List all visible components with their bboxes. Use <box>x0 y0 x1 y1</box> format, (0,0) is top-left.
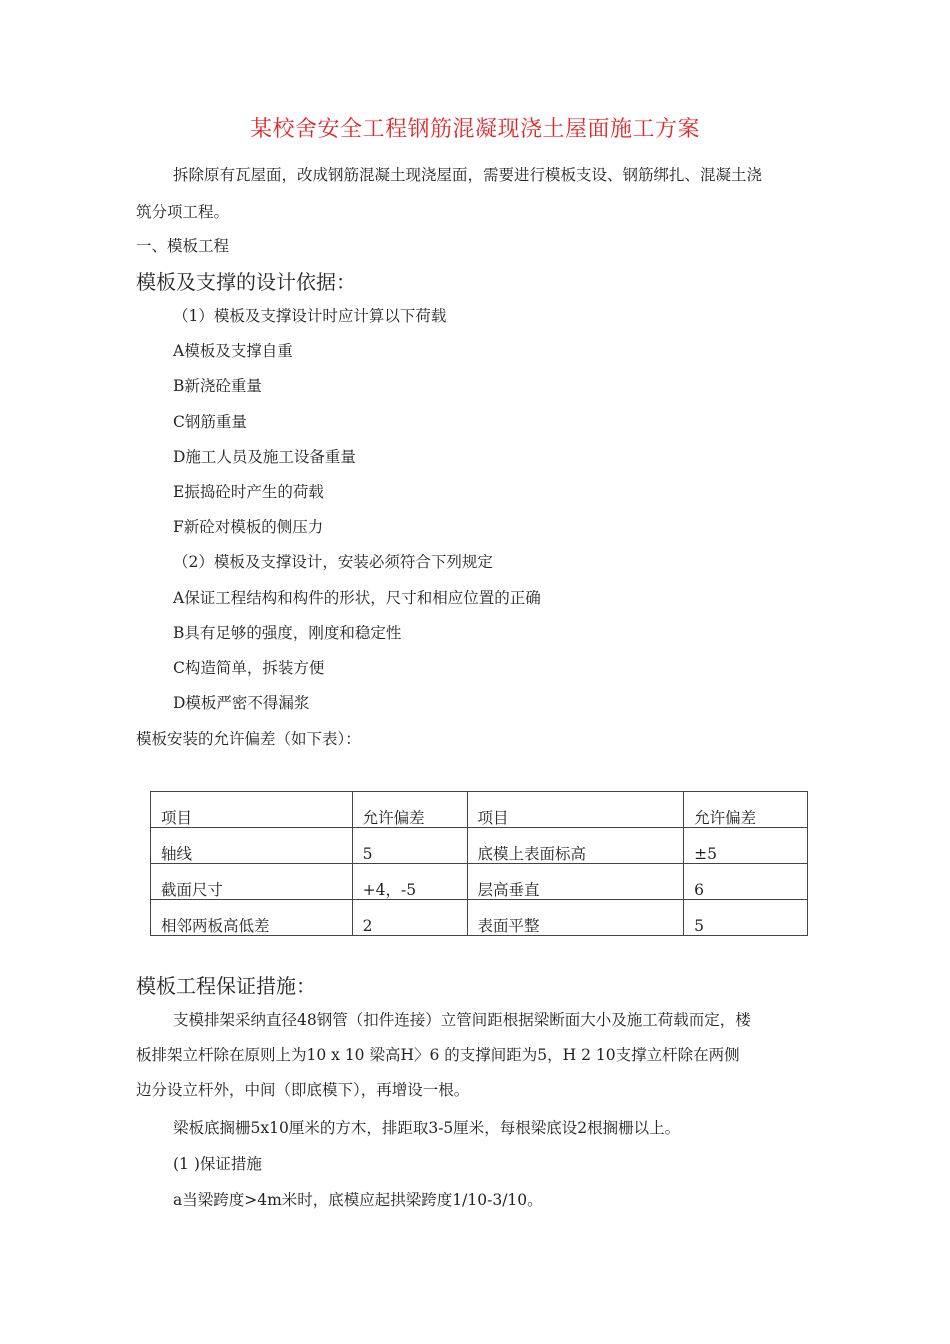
rule-item: D模板严密不得漏浆 <box>173 694 310 712</box>
table-row <box>151 792 808 828</box>
rule-item: A保证工程结构和构件的形状，尺寸和相应位置的正确 <box>173 589 541 607</box>
table-cell: 6 <box>684 864 808 900</box>
measures-para1-line1: 支模排架采纳直径48钢管（扣件连接）立管间距根据梁断面大小及施工荷载而定，楼 <box>173 1011 751 1029</box>
measures-para1-line2: 板排架立杆除在原则上为10 x 10 梁高H〉6 的支撑间距为5，H 2 10支撑立杆除在两侧 <box>136 1046 740 1064</box>
table-cell: 相邻两板高低差 <box>151 900 353 936</box>
table-cell: 轴线 <box>151 828 353 864</box>
load-item: C钢筋重量 <box>173 413 247 431</box>
section-heading-formwork: 一、模板工程 <box>136 237 230 255</box>
heading-design-basis: 模板及支撑的设计依据： <box>136 270 356 294</box>
rule-item: C构造简单，拆装方便 <box>173 659 325 677</box>
table-row <box>151 864 808 900</box>
heading-guarantee-measures: 模板工程保证措施： <box>136 974 316 998</box>
rules-intro: （2）模板及支撑设计，安装必须符合下列规定 <box>173 553 493 571</box>
tolerance-table <box>150 791 808 936</box>
table-caption: 模板安装的允许偏差（如下表）： <box>136 730 361 748</box>
intro-line-1: 拆除原有瓦屋面，改成钢筋混凝土现浇屋面，需要进行模板支设、钢筋绑扎、混凝土浇 <box>173 166 763 184</box>
load-item: D施工人员及施工设备重量 <box>173 448 356 466</box>
table-row <box>151 828 808 864</box>
table-cell: ±5 <box>684 828 808 864</box>
table-cell: 2 <box>352 900 467 936</box>
table-cell: 截面尺寸 <box>151 864 353 900</box>
table-header-cell: 允许偏差 <box>684 792 808 828</box>
table-header-cell: 项目 <box>467 792 684 828</box>
table-cell: 底模上表面标高 <box>467 828 684 864</box>
table-cell: +4，-5 <box>352 864 467 900</box>
load-item: F新砼对模板的侧压力 <box>173 518 324 536</box>
load-item: E振捣砼时产生的荷载 <box>173 483 324 501</box>
load-item: A模板及支撑自重 <box>173 342 293 360</box>
table-cell: 表面平整 <box>467 900 684 936</box>
table-header-cell: 项目 <box>151 792 353 828</box>
table-cell: 5 <box>352 828 467 864</box>
table-header-cell: 允许偏差 <box>352 792 467 828</box>
measures-para2: 梁板底搁栅5x10厘米的方木，排距取3-5厘米，每根梁底设2根搁栅以上。 <box>173 1119 681 1137</box>
measures-sub-heading: (1 )保证措施 <box>173 1155 262 1173</box>
measures-item-a: a当梁跨度>4m米时，底模应起拱梁跨度1/10-3/10。 <box>173 1191 543 1209</box>
measures-para1-line3: 边分设立杆外，中间（即底模下），再增设一根。 <box>136 1081 470 1099</box>
intro-line-2: 筑分项工程。 <box>136 203 230 221</box>
table-row <box>151 900 808 936</box>
table-cell: 层高垂直 <box>467 864 684 900</box>
document-title: 某校舍安全工程钢筋混凝现浇土屋面施工方案 <box>249 117 700 142</box>
load-item: B新浇砼重量 <box>173 377 262 395</box>
loads-intro: （1）模板及支撑设计时应计算以下荷载 <box>173 307 447 325</box>
table-cell: 5 <box>684 900 808 936</box>
rule-item: B具有足够的强度，刚度和稳定性 <box>173 624 402 642</box>
